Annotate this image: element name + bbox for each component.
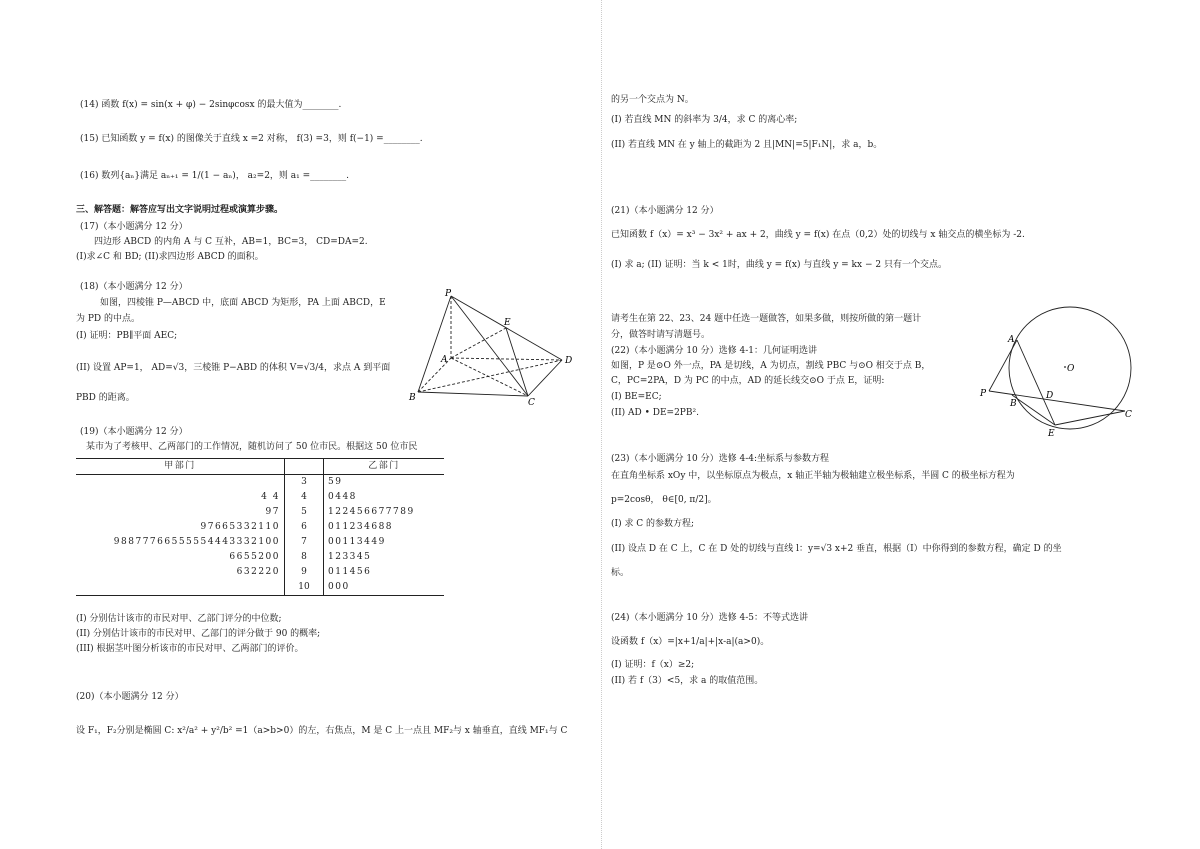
optional-note-line2: 分，做答时请写清题号。 xyxy=(611,330,711,340)
leaf-a: 97 xyxy=(265,507,280,517)
label-B: B xyxy=(409,393,416,403)
q17-parts: (I)求∠C 和 BD; (II)求四边形 ABCD 的面积。 xyxy=(76,252,264,262)
stem: 9 xyxy=(285,565,324,580)
pyramid-figure xyxy=(405,286,580,406)
q24-part2: (II) 若 f（3）<5，求 a 的取值范围。 xyxy=(611,676,764,686)
section-heading: 三、解答题：解答应写出文字说明过程或演算步骤。 xyxy=(76,205,284,215)
q20-part2: (II) 若直线 MN 在 y 轴上的截距为 2 且|MN|=5|F₁N|，求 a，b。 xyxy=(611,140,883,150)
question-14: (14) 函数 f(x) = sin(x + φ) − 2sinφcosx 的最大值为________. xyxy=(80,100,342,110)
label-E: E xyxy=(1048,429,1055,439)
q20-part1: (I) 若直线 MN 的斜率为 3/4，求 C 的离心率; xyxy=(611,115,798,125)
q18-part1: (I) 证明：PB∥平面 AEC; xyxy=(76,331,178,341)
leaf-b: 011234688 xyxy=(328,522,394,532)
table-row xyxy=(76,565,444,580)
q17-heading: (17)（本小题满分 12 分） xyxy=(80,222,188,232)
leaf-b: 59 xyxy=(328,477,343,487)
table-row xyxy=(76,505,444,520)
leaf-a: 98877766555554443332100 xyxy=(113,537,280,547)
q24-body: 设函数 f（x）=|x+1/a|+|x-a|(a>0)。 xyxy=(611,637,770,647)
leaf-b: 123345 xyxy=(328,552,372,562)
leaf-b: 0448 xyxy=(328,492,357,502)
stem: 6 xyxy=(285,520,324,535)
q22-part1: (I) BE=EC; xyxy=(611,392,662,402)
column-divider xyxy=(601,0,602,849)
q23-heading: (23)（本小题满分 10 分）选修 4-4:坐标系与参数方程 xyxy=(611,454,830,464)
q22-heading: (22)（本小题满分 10 分）选修 4-1：几何证明选讲 xyxy=(611,346,818,356)
label-E: E xyxy=(504,318,511,328)
leaf-a xyxy=(76,580,285,596)
leaf-a: 6655200 xyxy=(229,552,280,562)
table-row xyxy=(76,475,444,491)
leaf-b: 000 xyxy=(328,582,350,592)
q19-part2: (II) 分别估计该市的市民对甲、乙部门的评分做于 90 的概率; xyxy=(76,629,321,639)
question-16: (16) 数列{aₙ}满足 aₙ₊₁ = 1/(1 − aₙ)， a₂=2，则 a₁ =________. xyxy=(80,171,350,181)
q21-parts: (I) 求 a; (II) 证明：当 k < 1时，曲线 y = f(x) 与直线 y = kx − 2 只有一个交点。 xyxy=(611,260,947,270)
stem: 7 xyxy=(285,535,324,550)
stem-leaf-table xyxy=(76,458,444,596)
q23-part2: (II) 设点 D 在 C 上，C 在 D 处的切线与直线 l：y=√3 x+2 垂直，根据（I）中你得到的参数方程，确定 D 的坐 xyxy=(611,544,1062,554)
leaf-a: 632220 xyxy=(236,567,280,577)
q23-part1: (I) 求 C 的参数方程; xyxy=(611,519,695,529)
q23-body-line1: 在直角坐标系 xOy 中，以坐标原点为极点，x 轴正半轴为极轴建立极坐标系，半圆 C 的极坐标方程为 xyxy=(611,471,1015,481)
q19-heading: (19)（本小题满分 12 分） xyxy=(80,427,188,437)
q19-part1: (I) 分别估计该市的市民对甲、乙部门评分的中位数; xyxy=(76,614,282,624)
q23-body-line2: p=2cosθ， θ∈[0, π/2]。 xyxy=(611,495,717,505)
leaf-b: 122456677789 xyxy=(328,507,415,517)
leaf-b: 00113449 xyxy=(328,537,386,547)
q17-body: 四边形 ABCD 的内角 A 与 C 互补，AB=1，BC=3， CD=DA=2. xyxy=(94,237,368,247)
table-row xyxy=(76,580,444,596)
header-dept-a: 甲部门 xyxy=(164,461,196,471)
stem: 8 xyxy=(285,550,324,565)
optional-note-line1: 请考生在第 22、23、24 题中任选一题做答，如果多做，则按所做的第一题计 xyxy=(611,314,922,324)
q22-body-line2: C，PC=2PA，D 为 PC 的中点，AD 的延长线交⊙O 于点 E，证明: xyxy=(611,376,885,386)
q18-body-line2: 为 PD 的中点。 xyxy=(76,314,140,324)
q18-part3: PBD 的距离。 xyxy=(76,393,135,403)
label-D: D xyxy=(1046,391,1054,401)
q19-body: 某市为了考核甲、乙两部门的工作情况，随机访问了 50 位市民。根据这 50 位市民 xyxy=(86,442,418,452)
q24-heading: (24)（本小题满分 10 分）选修 4-5：不等式选讲 xyxy=(611,613,809,623)
table-row xyxy=(76,490,444,505)
q18-body-line1: 如图，四棱锥 P—ABCD 中，底面 ABCD 为矩形，PA 上面 ABCD，E xyxy=(100,298,386,308)
label-O: O xyxy=(1067,364,1075,374)
q19-part3: (III) 根据茎叶图分析该市的市民对甲、乙两部门的评价。 xyxy=(76,644,304,654)
header-dept-b: 乙部门 xyxy=(368,461,400,471)
q18-heading: (18)（本小题满分 12 分） xyxy=(80,282,188,292)
stem: 3 xyxy=(285,475,324,491)
circle-figure xyxy=(975,305,1135,440)
q22-body-line1: 如图，P 是⊙O 外一点，PA 是切线，A 为切点，割线 PBC 与⊙O 相交于点 B， xyxy=(611,361,931,371)
leaf-a: 4 4 xyxy=(261,492,280,502)
q20-heading: (20)（本小题满分 12 分） xyxy=(76,692,184,702)
stem: 5 xyxy=(285,505,324,520)
q20-body: 设 F₁，F₂分别是椭圆 C: x²/a² + y²/b² =1（a>b>0）的左，右焦点，M 是 C 上一点且 MF₂与 x 轴垂直，直线 MF₁与 C xyxy=(76,726,568,736)
label-C: C xyxy=(528,398,535,406)
label-P: P xyxy=(980,389,987,399)
q21-heading: (21)（本小题满分 12 分） xyxy=(611,206,719,216)
stem: 4 xyxy=(285,490,324,505)
leaf-a: 97665332110 xyxy=(200,522,280,532)
q23-part3: 标。 xyxy=(611,568,630,578)
q20-continued: 的另一个交点为 N。 xyxy=(611,95,694,105)
label-B: B xyxy=(1010,399,1017,409)
table-row xyxy=(76,550,444,565)
table-row xyxy=(76,535,444,550)
label-A: A xyxy=(1008,335,1015,345)
stem: 10 xyxy=(285,580,324,596)
q18-part2: (II) 设置 AP=1， AD=√3，三棱锥 P−ABD 的体积 V=√3/4，求点 A 到平面 xyxy=(76,363,391,373)
table-row xyxy=(76,520,444,535)
leaf-a xyxy=(76,475,285,491)
q21-body: 已知函数 f（x）= x³ − 3x² + ax + 2，曲线 y = f(x) 在点（0,2）处的切线与 x 轴交点的横坐标为 -2. xyxy=(611,230,1025,240)
label-P: P xyxy=(445,289,452,299)
label-D: D xyxy=(565,356,573,366)
table-header-row xyxy=(76,459,444,475)
q22-part2: (II) AD • DE=2PB². xyxy=(611,408,699,418)
label-C: C xyxy=(1125,410,1132,420)
question-15: (15) 已知函数 y = f(x) 的图像关于直线 x =2 对称， f(3) =3，则 f(−1) =________. xyxy=(80,134,423,144)
header-stem xyxy=(285,459,324,475)
q24-part1: (I) 证明：f（x）≥2; xyxy=(611,660,695,670)
label-A: A xyxy=(441,355,448,365)
leaf-b: 011456 xyxy=(328,567,372,577)
